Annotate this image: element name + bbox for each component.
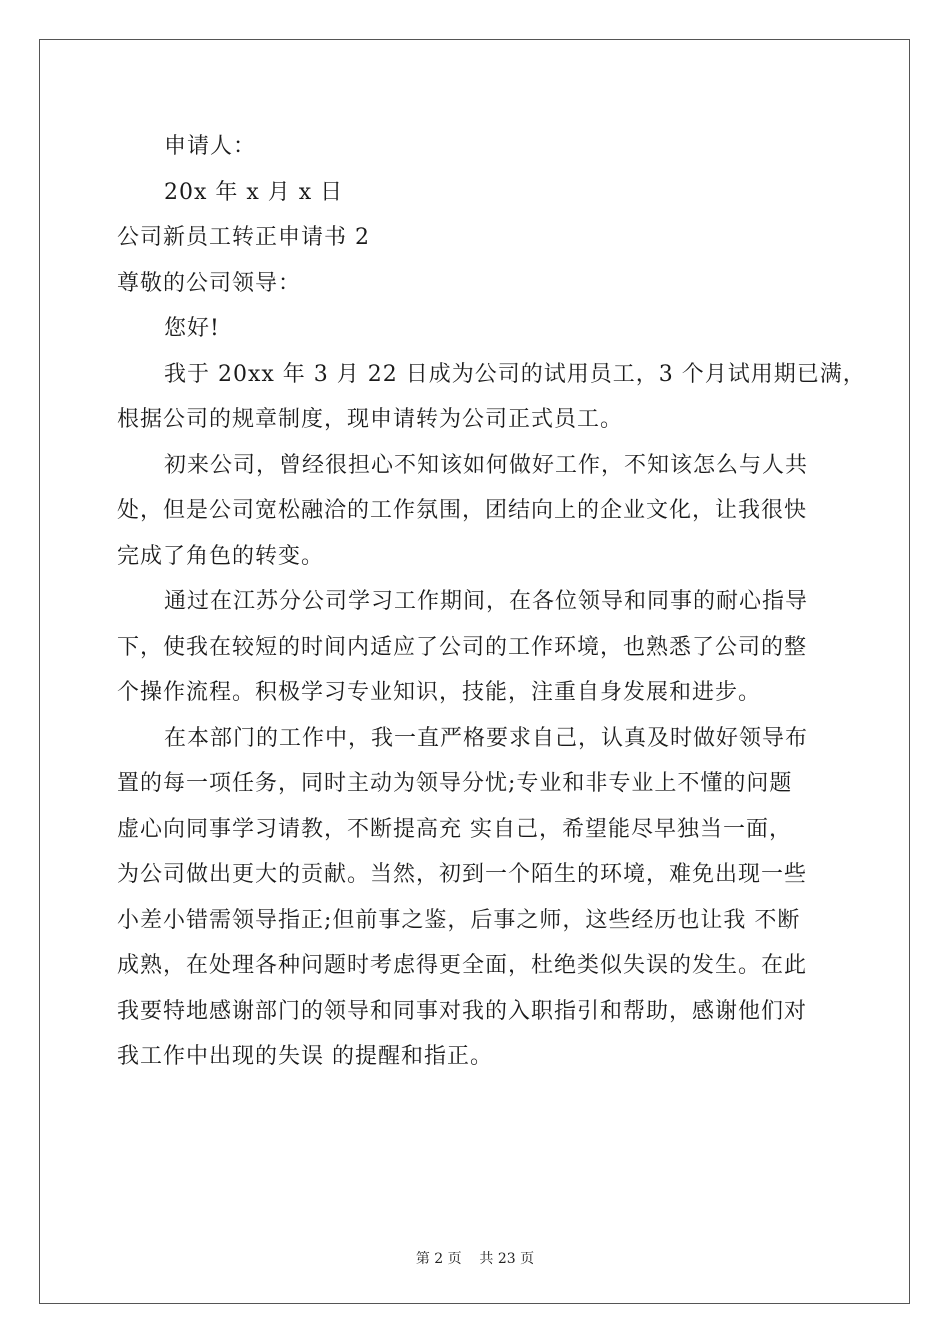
date-line: 20x 年 x 月 x 日 [164,179,344,205]
paragraph [117,716,837,1080]
paragraph-line: 为公司做出更大的贡献。当然，初到一个陌生的环境，难免出现一些 [117,862,808,887]
paragraph-line: 虚心向同事学习请教，不断提高充 实自己，希望能尽早独当一面， [117,816,792,842]
paragraph-line: 初来公司，曾经很担心不知该如何做好工作，不知该怎么与人共 [164,452,809,478]
paragraph [117,352,866,443]
paragraph-line: 置的每一项任务，同时主动为领导分忧;专业和非专业上不懂的问题 [117,771,793,796]
paragraph [117,443,837,580]
paragraph-line: 完成了角色的转变。 [117,543,325,569]
paragraph-line: 我于 20xx 年 3 月 22 日成为公司的试用员工，3 个月试用期已满， [164,361,866,387]
page-number: 第 2 页 共 23 页 [415,1251,535,1267]
greeting: 您好! [164,316,220,341]
paragraph-line: 在本部门的工作中，我一直严格要求自己，认真及时做好领导布 [164,725,809,751]
paragraph-line: 小差小错需领导指正;但前事之鉴，后事之师，这些经历也让我 不断 [117,907,801,933]
paragraph-line: 通过在江苏分公司学习工作期间，在各位领导和同事的耐心指导 [164,589,809,614]
salutation: 尊敬的公司领导： [117,270,302,296]
document-title: 公司新员工转正申请书 2 [117,225,370,250]
paragraph-line: 根据公司的规章制度，现申请转为公司正式员工。 [117,407,624,432]
paragraph [117,579,837,716]
paragraph-line: 我工作中出现的失误 的提醒和指正。 [117,1044,493,1069]
paragraph-line: 成熟，在处理各种问题时考虑得更全面，杜绝类似失误的发生。在此 [117,953,808,978]
page-footer [0,1248,950,1268]
document-body [117,124,866,1080]
paragraph-line: 处，但是公司宽松融洽的工作氛围，团结向上的企业文化，让我很快 [117,498,808,523]
paragraph-line: 我要特地感谢部门的领导和同事对我的入职指引和帮助，感谢他们对 [117,998,808,1024]
paragraph-line: 下，使我在较短的时间内适应了公司的工作环境，也熟悉了公司的整 [117,634,808,660]
paragraph-line: 个操作流程。积极学习专业知识，技能，注重自身发展和进步。 [117,680,762,705]
applicant-line: 申请人： [164,134,257,159]
